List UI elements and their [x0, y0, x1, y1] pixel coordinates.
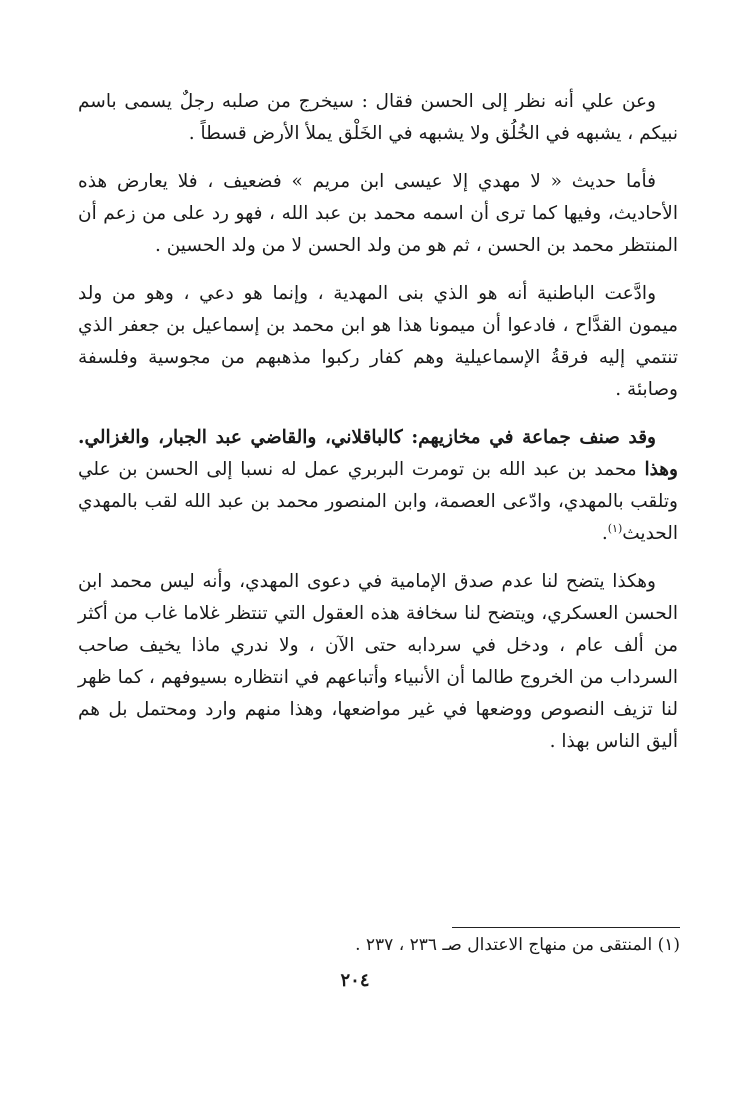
paragraph-4: [78, 422, 678, 550]
paragraph-3-text: وادَّعت الباطنية أنه هو الذي بنى المهدية ، وإنما هو دعي ، وهو من ولد ميمون القدَّاح ، فادعوا أن ميمونا هذا هو ابن محمد بن إسماعيل بن جعفر الذي تنتمي إليه فرقةُ الإسماعيلية وهم كفار ركبوا مذهبهم من مجوسية وفلسفة وصابئة .: [78, 283, 678, 400]
footnote-divider: [452, 927, 680, 928]
paragraph-1-text: وعن علي أنه نظر إلى الحسن فقال : سيخرج من صلبه رجلٌ يسمى باسم نبيكم ، يشبهه في الخُلُق ولا يشبهه في الخَلْق يملأ الأرض قسطاً .: [78, 91, 678, 144]
paragraph-3: [78, 278, 678, 406]
paragraph-1: [78, 86, 678, 150]
footnote-reference: (١): [607, 521, 623, 535]
page-number: ٢٠٤: [340, 970, 370, 991]
footnote: (١) المنتقى من منهاج الاعتدال صـ ٢٣٦ ، ٢٣٧ .: [355, 935, 680, 955]
paragraph-2-text: فأما حديث « لا مهدي إلا عيسى ابن مريم » فضعيف ، فلا يعارض هذه الأحاديث، وفيها كما ترى أن اسمه محمد بن عبد الله ، فهو رد على من زعم أن المنتظر محمد بن الحسن ، ثم هو من ولد الحسن لا من ولد الحسين .: [78, 171, 678, 256]
paragraph-5-text: وهكذا يتضح لنا عدم صدق الإمامية في دعوى المهدي، وأنه ليس محمد ابن الحسن العسكري، ويتضح لنا سخافة هذه العقول التي تنتظر غلاما غاب من أكثر من ألف عام ، ودخل في سردابه حتى الآن ، ولا ندري ماذا يخيف صاحب السرداب من الخروج طالما أن الأنبياء وأتباعهم في انتظاره بسيوفهم ، كما ظهر لنا تزيف النصوص ووضعها في غير مواضعها، وهذا منهم وارد ومحتمل بل هم أليق الناس بهذا .: [78, 571, 678, 752]
paragraph-4-text: محمد بن عبد الله بن تومرت البربري عمل له نسبا إلى الحسن بن علي وتلقب بالمهدي، وادّعى العصمة، وابن المنصور محمد بن عبد الله لقب بالمهدي الحديث: [78, 459, 678, 544]
paragraph-5: [78, 566, 678, 758]
paragraph-2: [78, 166, 678, 262]
paragraph-4-bold-lead: وقد صنف جماعة في مخازيهم: كالباقلاني، والقاضي عبد الجبار، والغزالي. وهذا: [78, 427, 678, 480]
body-text: [78, 86, 678, 774]
paragraph-4-tail: .: [601, 523, 608, 544]
